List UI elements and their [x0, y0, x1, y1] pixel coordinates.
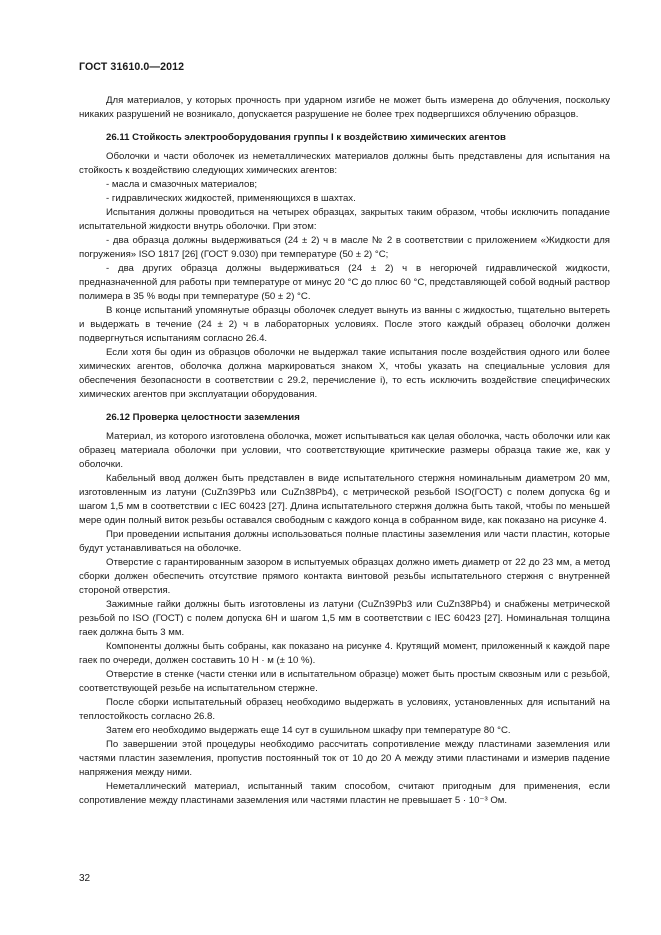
paragraph: Отверстие в стенке (части стенки или в испытательном образце) может быть простым сквозным или с резьбой, соответствующей резьбе на испытательном стержне.: [79, 669, 610, 694]
paragraph: Если хотя бы один из образцов оболочки не выдержал такие испытания после воздействия одного или более химических агентов, оболочка должна маркироваться знаком X, чтобы указать на специальные условия для обеспечения безопасности в соответствии с 29.2, перечисление i), то есть исключить воздействие специфических химических агентов при эксплуатации оборудования.: [79, 347, 610, 400]
paragraph: В конце испытаний упомянутые образцы оболочек следует вынуть из ванны с жидкостью, тщательно вытереть и выдержать в течение (24 ± 2) ч в лабораторных условиях. После этого каждый образец оболочки должен подвергнуться испытаниям согласно 26.4.: [79, 305, 610, 344]
paragraph: Неметаллический материал, испытанный таким способом, считают пригодным для применения, если сопротивление между пластинами заземления или частями пластин не превышает 5 · 10⁻³ Ом.: [79, 781, 610, 806]
document-body: [79, 94, 610, 808]
paragraph: После сборки испытательный образец необходимо выдержать в условиях, установленных для испытаний на теплостойкость согласно 26.8.: [79, 697, 610, 722]
page-number: 32: [79, 873, 91, 884]
paragraph: Компоненты должны быть собраны, как показано на рисунке 4. Крутящий момент, приложенный к каждой паре гаек по очереди, должен составить 10 Н · м (± 10 %).: [79, 641, 610, 666]
paragraph: По завершении этой процедуры необходимо рассчитать сопротивление между пластинами заземления или частями пластин заземления, пропустив постоянный ток от 10 до 20 А между этими пластинами и измерив падение напряжения между ними.: [79, 739, 610, 778]
list-item: - два образца должны выдерживаться (24 ± 2) ч в масле № 2 в соответствии с приложением «Жидкости для погружения» ISO 1817 [26] (ГОСТ 9.030) при температуре (50 ± 2) °C;: [79, 235, 610, 260]
list-item: - два других образца должны выдерживаться (24 ± 2) ч в негорючей гидравлической жидкости, предназначенной для работы при температуре от минус 20 °C до плюс 60 °C, представляющей собой водный раствор полимера в 35 % воды при температуре (50 ± 2) °C.: [79, 263, 610, 302]
document-header: ГОСТ 31610.0—2012: [79, 61, 185, 73]
section-heading-26-12: 26.12 Проверка целостности заземления: [106, 412, 300, 423]
paragraph: Затем его необходимо выдержать еще 14 сут в сушильном шкафу при температуре 80 °C.: [106, 725, 511, 736]
paragraph: Оболочки и части оболочек из неметаллических материалов должны быть представлены для испытания на стойкость к воздействию следующих химических агентов:: [79, 151, 610, 176]
paragraph: Отверстие с гарантированным зазором в испытуемых образцах должно иметь диаметр от 22 до 23 мм, а метод сборки должен обеспечить отсутствие прямого контакта винтовой резьбы испытательного стержня с внутренней стороной отверстия.: [79, 557, 610, 596]
paragraph: Испытания должны проводиться на четырех образцах, закрытых таким образом, чтобы исключить попадание испытательной жидкости внутрь оболочки. При этом:: [79, 207, 610, 232]
section-heading-26-11: 26.11 Стойкость электрооборудования группы I к воздействию химических агентов: [106, 132, 506, 143]
paragraph: Кабельный ввод должен быть представлен в виде испытательного стержня номинальным диаметром 20 мм, изготовленным из латуни (CuZn39Pb3 или CuZn38Pb4), с метрической резьбой ISO(ГОСТ) с полем допуска 6g и шагом 1,5 мм в соответствии с IEC 60423 [27]. Длина испытательного стержня должна быть такой, чтобы по меньшей мере один полный виток резьбы оставался свободным с каждого конца в собранном виде, как показано на рисунке 4.: [79, 473, 610, 526]
list-item: - гидравлических жидкостей, применяющихся в шахтах.: [106, 193, 356, 204]
paragraph: Материал, из которого изготовлена оболочка, может испытываться как целая оболочка, часть оболочки или как образец материала оболочки при условии, что соответствующие критические размеры образца такие же, как у оболочки.: [79, 431, 610, 470]
list-item: - масла и смазочных материалов;: [106, 179, 258, 190]
paragraph: Для материалов, у которых прочность при ударном изгибе не может быть измерена до облучения, поскольку никаких разрушений не возникало, допускается разрушение не более трех подвергшихся облучению образцов.: [79, 95, 610, 120]
paragraph: При проведении испытания должны использоваться полные пластины заземления или части пластин, которые будут устанавливаться на оболочке.: [79, 529, 610, 554]
paragraph: Зажимные гайки должны быть изготовлены из латуни (CuZn39Pb3 или CuZn38Pb4) и снабжены метрической резьбой по ISO (ГОСТ) с полем допуска 6H и шагом 1,5 мм в соответствии с IEC 60423 [27]. Номинальная толщина гаек должна быть 3 мм.: [79, 599, 610, 638]
